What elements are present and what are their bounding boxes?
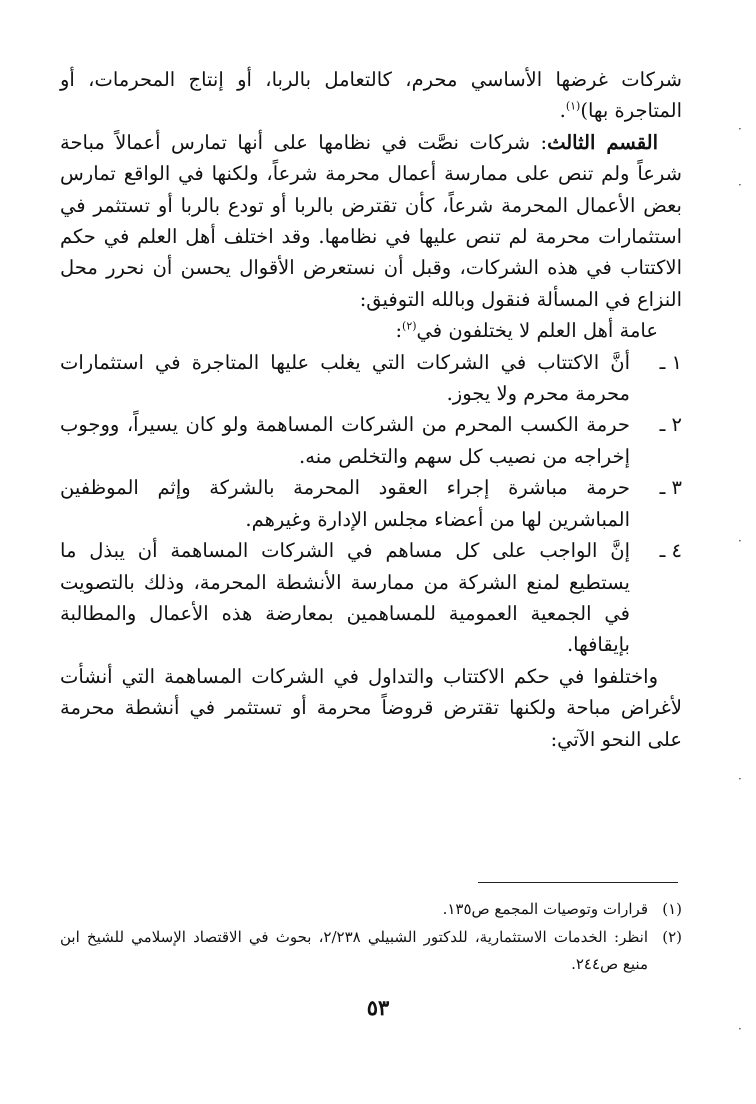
paragraph-third-section-text: : شركات نصَّت في نظامها على أنها تمارس أعمالاً مباحة شرعاً ولم تنص على ممارسة أعمال محرمة شرعاً، ولكنها في الواقع تمارس بعض الأعمال المحرمة شرعاً، كأن تقترض بالربا أو تودع بالربا أو تستثمر في استثمارات محرمة لم تنص عليها في نظامها. وقد اختلف أهل العلم في حكم الاكتتاب في هذه الشركات، وقبل أن نستعرض الأقوال يحسن أن نحرر محل النزاع في المسألة فنقول وبالله التوفيق: xyxy=(60,130,682,311)
list-item-text: إنَّ الواجب على كل مساهم في الشركات المساهمة أن يبذل ما يستطيع لمنع الشركة من ممارسة الأنشطة المحرمة، وذلك بالتصويت في الجمعية العمومية للمساهمين بمعارضة هذه الأعمال والمطالبة بإيقافها. xyxy=(60,539,630,657)
footnote-number: (١) xyxy=(662,900,682,918)
paragraph-intro xyxy=(60,64,682,127)
page-number: ٥٣ xyxy=(366,995,390,1020)
scan-mark: · xyxy=(738,534,742,548)
footnote xyxy=(60,896,682,924)
paragraph-intro-text: شركات غرضها الأساسي محرم، كالتعامل بالربا، أو إنتاج المحرمات، أو المتاجرة بها) xyxy=(60,68,682,123)
list-item-text: حرمة الكسب المحرم من الشركات المساهمة ولو كان يسيراً، ووجوب إخراجه من نصيب كل سهم والتخلص منه. xyxy=(60,413,630,468)
paragraph-disagreement: واختلفوا في حكم الاكتتاب والتداول في الشركات المساهمة التي أنشأت لأغراض مباحة ولكنها تقترض قروضاً محرمة أو تستثمر في أنشطة محرمة على النحو الآتي: xyxy=(60,664,682,751)
list-item xyxy=(60,535,682,661)
footnote-ref-2: (٢) xyxy=(402,319,417,333)
list-item xyxy=(60,472,682,535)
footnote-text: انظر: الخدمات الاستثمارية، للدكتور الشبيلي ٢/٢٣٨، بحوث في الاقتصاد الإسلامي للشيخ ابن منيع ص٢٤٤. xyxy=(60,927,648,973)
list-item-number: ٢ ـ xyxy=(659,413,682,437)
scan-mark: · xyxy=(738,772,742,786)
list-item-number: ١ ـ xyxy=(659,350,682,374)
paragraph-intro-end: . xyxy=(559,99,566,123)
footnote-divider xyxy=(478,882,678,883)
scan-mark: · xyxy=(738,1022,742,1036)
list-item xyxy=(60,409,682,472)
paragraph-consensus xyxy=(60,315,682,346)
footnote-text: قرارات وتوصيات المجمع ص١٣٥. xyxy=(442,900,648,918)
footnote-ref-1: (١) xyxy=(565,99,581,113)
paragraph-consensus-text: عامة أهل العلم لا يختلفون في xyxy=(416,319,658,343)
footnote xyxy=(60,924,682,979)
paragraph-consensus-end: : xyxy=(395,319,403,343)
list-item-number: ٤ ـ xyxy=(659,539,682,563)
scan-mark: · xyxy=(738,122,742,136)
list-item-text: حرمة مباشرة إجراء العقود المحرمة بالشركة وإثم الموظفين المباشرين لها من أعضاء مجلس الإدارة وغيرهم. xyxy=(60,476,630,531)
list-item-text: أنَّ الاكتتاب في الشركات التي يغلب عليها المتاجرة في استثمارات محرمة محرم ولا يجوز. xyxy=(60,350,630,406)
footnote-number: (٢) xyxy=(662,927,682,946)
footnotes xyxy=(60,896,682,979)
scan-mark: · xyxy=(738,178,742,192)
list-item-number: ٣ ـ xyxy=(659,476,682,500)
page-body xyxy=(60,64,682,755)
list-item xyxy=(60,347,682,410)
section-heading: القسم الثالث xyxy=(547,130,658,154)
paragraph-third-section xyxy=(60,127,682,315)
